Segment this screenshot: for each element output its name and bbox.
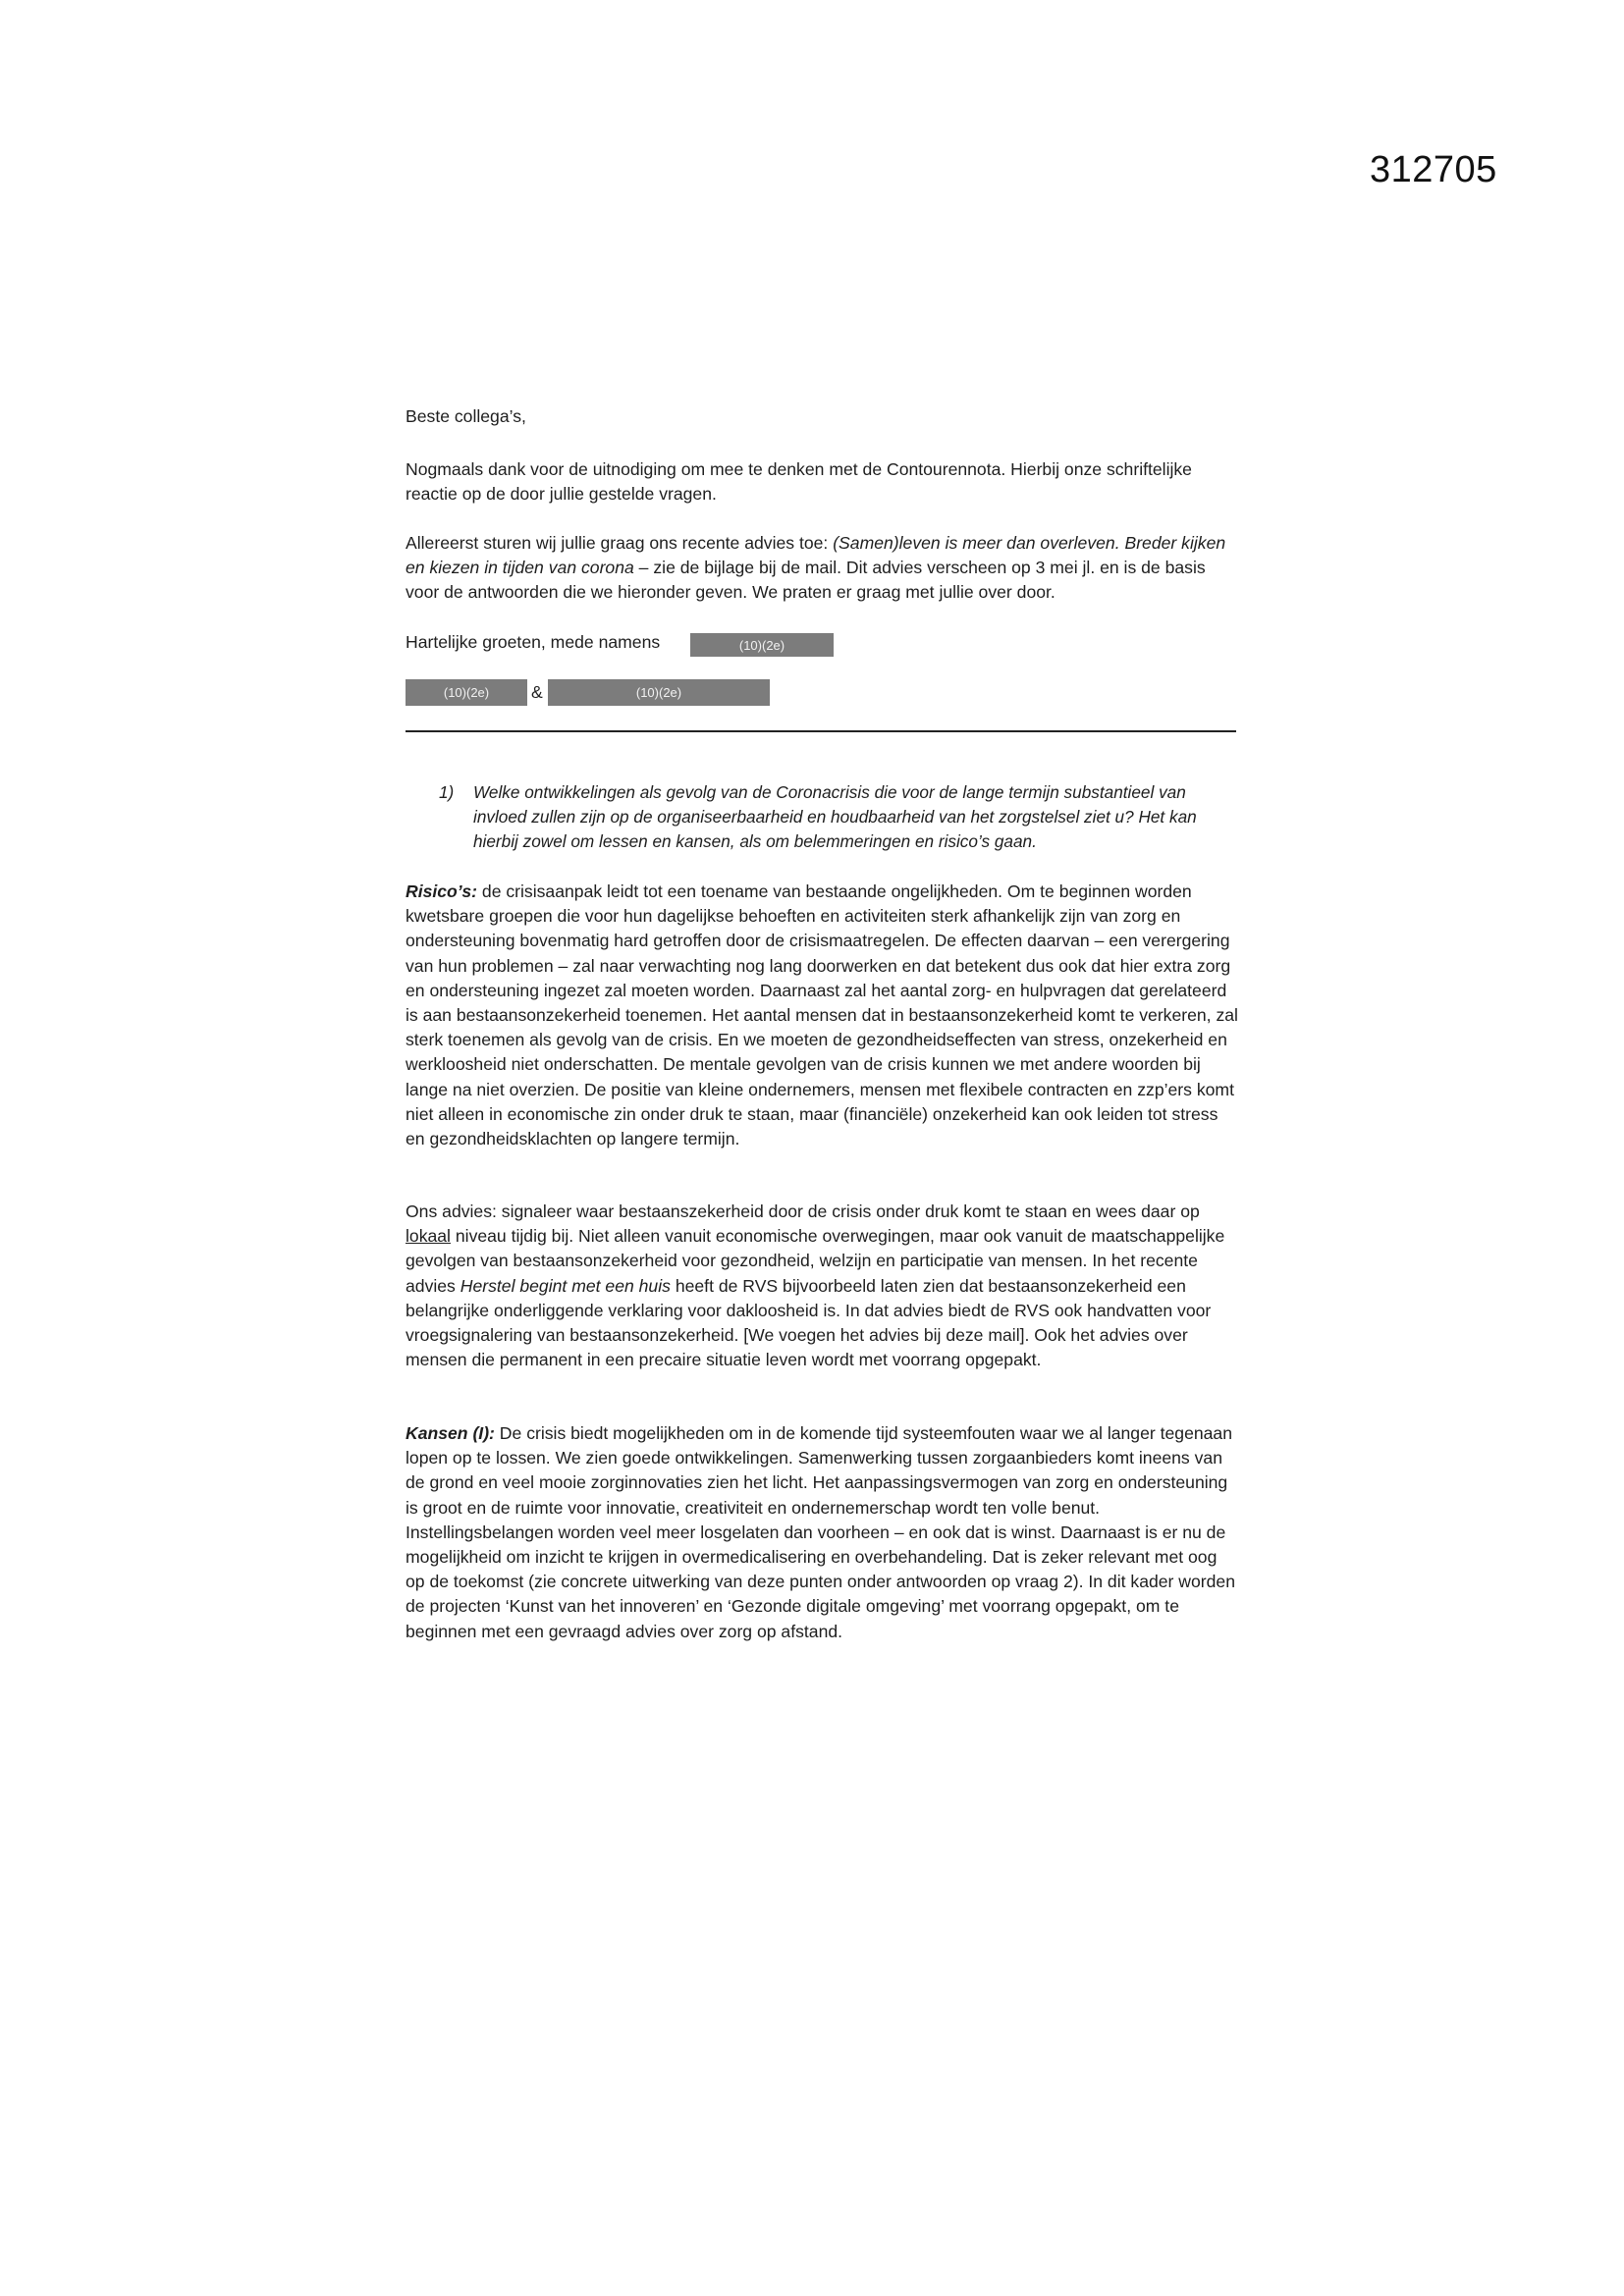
kansen-paragraph <box>406 1421 1240 1644</box>
section-divider <box>406 730 1236 732</box>
advies-intro-text-2: – zie de bijlage bij de mail. Dit advies verscheen op 3 mei jl. en is de basis voor de antwoorden die we hieronder geven. We praten er graag met jullie over door. <box>406 558 1206 603</box>
advies-intro-paragraph <box>406 531 1240 606</box>
greeting-text: Beste collega’s, <box>406 406 526 426</box>
redaction-block: (10)(2e) <box>690 633 834 657</box>
ampersand: & <box>531 682 543 702</box>
risicos-lead: Risico’s: <box>406 881 478 901</box>
ons-advies-paragraph <box>406 1200 1240 1372</box>
kansen-lead: Kansen (I): <box>406 1423 495 1443</box>
question-number: 1) <box>439 782 455 802</box>
question-1 <box>439 780 1239 855</box>
risicos-text: de crisisaanpak leidt tot een toename van bestaande ongelijkheden. Om te beginnen worden kwetsbare groepen die voor hun dagelijkse behoeften en activiteiten sterk afhankelijk zijn van zorg en ondersteuning bovenmatig hard getroffen door de crisismaatregelen. De effecten daarvan – een verergering van hun problemen – zal naar verwachting nog lang doorwerken en dat betekent dus ook dat hier extra zorg en ondersteuning ingezet zal moeten worden. Daarnaast zal het aantal zorg- en hulpvragen dat gerelateerd is aan bestaansonzekerheid toenemen. Het aantal mensen dat in bestaansonzekerheid komt te verkeren, zal sterk toenemen als gevolg van de crisis. En we moeten de gezondheidseffecten van stress, onzekerheid en werkloosheid niet onderschatten. De mentale gevolgen van de crisis kunnen we met andere woorden bij lange na niet overzien. De positie van kleine ondernemers, mensen met flexibele contracten en zzp’ers komt niet alleen in economische zin onder druk te staan, maar (financiële) onzekerheid kan ook leiden tot stress en gezondheidsklachten op langere termijn. <box>406 881 1238 1149</box>
ons-advies-text-1: Ons advies: signaleer waar bestaanszekerheid door de crisis onder druk komt te staan en wees daar op <box>406 1201 1200 1221</box>
ons-advies-text-2: niveau tijdig bij. Niet alleen vanuit economische overwegingen, maar ook vanuit de maatschappelijke gevolgen van bestaansonzekerheid voor gezondheid, welzijn en participatie van mensen. In het recente advies <box>406 1226 1225 1296</box>
intro-paragraph <box>406 457 1240 507</box>
herstel-advies-title: Herstel begint met een huis <box>460 1275 671 1296</box>
greeting <box>406 404 1240 429</box>
question-text: Welke ontwikkelingen als gevolg van de Coronacrisis die voor de lange termijn substantieel van invloed zullen zijn op de organiseerbaarheid en houdbaarheid van het zorgstelsel ziet u? Het kan hierbij zowel om lessen en kansen, als om belemmeringen en risico’s gaan. <box>473 782 1197 852</box>
advies-intro-text-1: Allereerst sturen wij jullie graag ons recente advies toe: <box>406 533 834 553</box>
redaction-block: (10)(2e) <box>406 679 527 706</box>
advies-title: (Samen)leven is meer dan overleven. Breder kijken en kiezen in tijden van corona <box>406 533 1226 578</box>
signoff-line: Hartelijke groeten, mede namens <box>406 632 661 652</box>
document-number: 312705 <box>1370 149 1497 190</box>
kansen-text: De crisis biedt mogelijkheden om in de komende tijd systeemfouten waar we al langer tegenaan lopen op te lossen. We zien goede ontwikkelingen. Samenwerking tussen zorgaanbieders komt ineens van de grond en veel mooie zorginnovaties zien het licht. Het aanpassingsvermogen van zorg en ondersteuning is groot en de ruimte voor innovatie, creativiteit en ondernemerschap wordt ten volle benut. Instellingsbelangen worden veel meer losgelaten dan voorheen – en ook dat is winst. Daarnaast is er nu de mogelijkheid om inzicht te krijgen in overmedicalisering en overbehandeling. Dat is zeker relevant met oog op de toekomst (zie concrete uitwerking van deze punten onder antwoorden op vraag 2). In dit kader worden de projecten ‘Kunst van het innoveren’ en ‘Gezonde digitale omgeving’ met voorrang opgepakt, om te beginnen met een gevraagd advies over zorg op afstand. <box>406 1423 1236 1641</box>
redaction-block: (10)(2e) <box>548 679 770 706</box>
intro-text: Nogmaals dank voor de uitnodiging om mee te denken met de Contourennota. Hierbij onze schriftelijke reactie op de door jullie gestelde vragen. <box>406 459 1192 505</box>
ons-advies-text-3: heeft de RVS bijvoorbeeld laten zien dat bestaansonzekerheid een belangrijke onderliggende verklaring voor dakloosheid is. In dat advies biedt de RVS ook handvatten voor vroegsignalering van bestaansonzekerheid. [We voegen het advies bij deze mail]. Ook het advies over mensen die permanent in een precaire situatie leven wordt met voorrang opgepakt. <box>406 1275 1212 1370</box>
risicos-paragraph <box>406 880 1240 1151</box>
underlined-word: lokaal <box>406 1226 451 1247</box>
